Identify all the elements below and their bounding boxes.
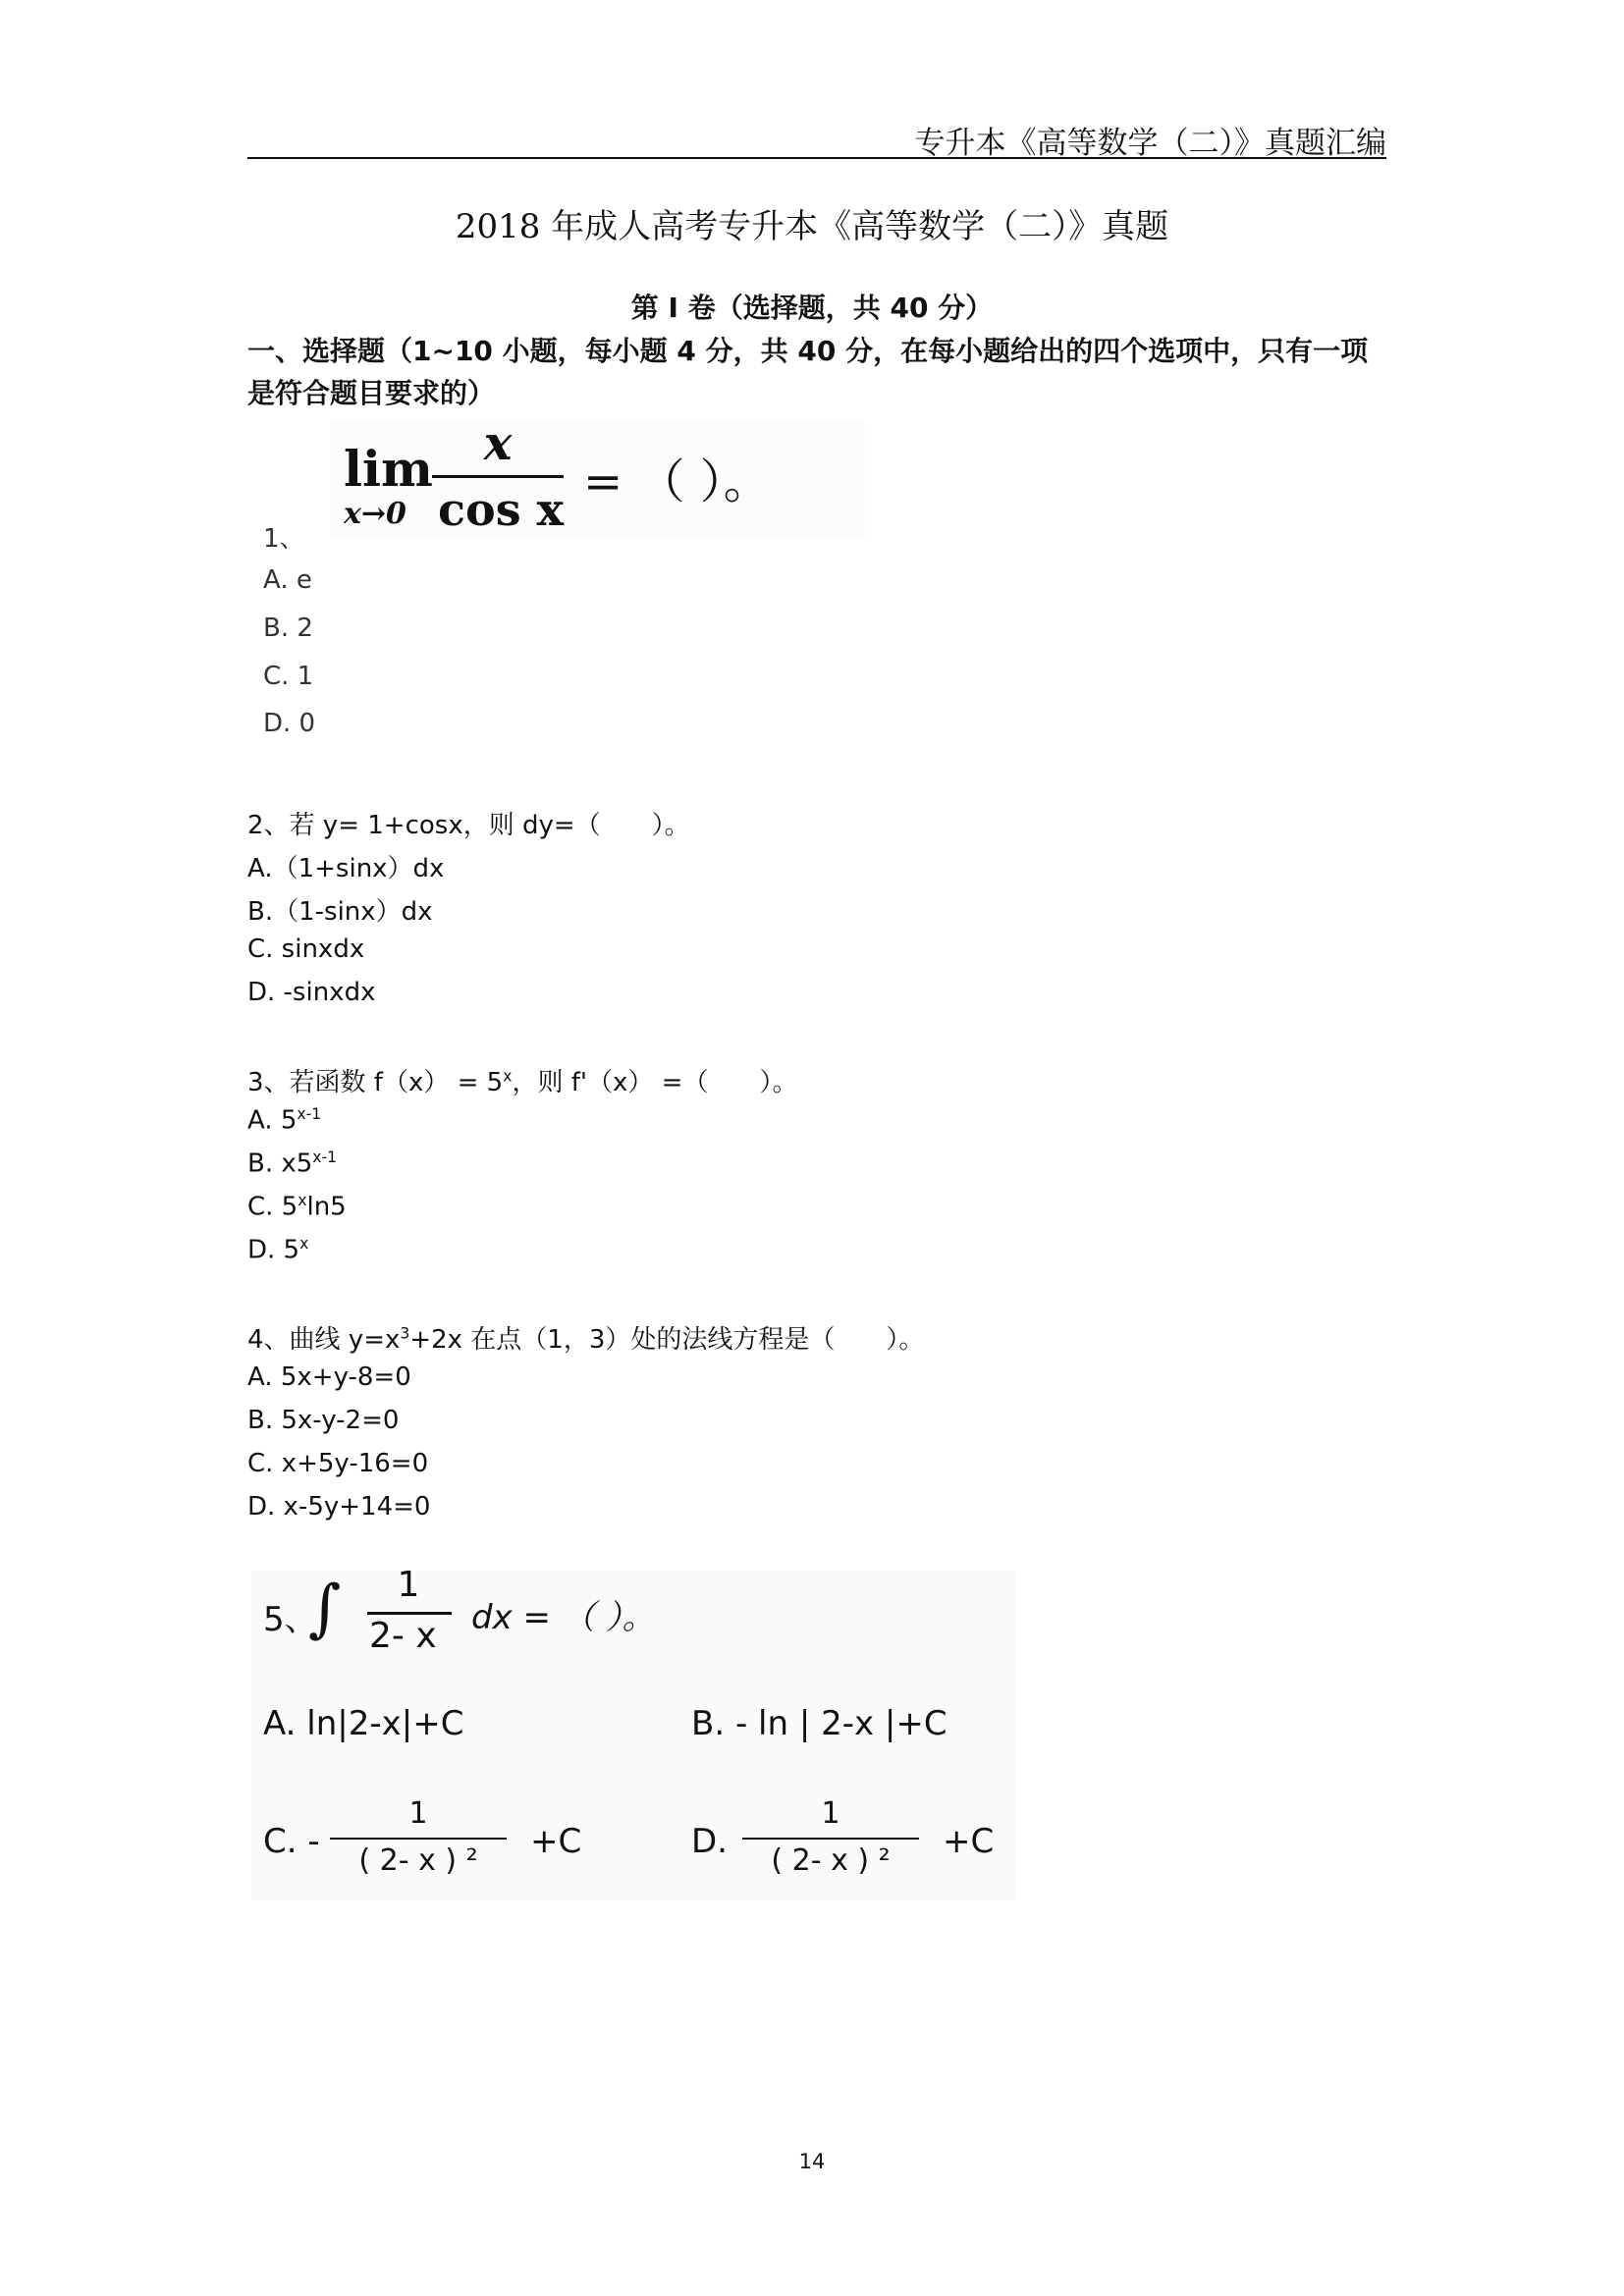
q2-option-d: D. -sinxdx [247,978,376,1007]
q1-option-c: C. 1 [263,662,314,691]
q5-frac-num: 1 [397,1565,420,1605]
q3-stem-b: ，则 f'（x） =（ ）。 [512,1068,798,1097]
q5-option-a: A. ln|2-x|+C [263,1704,464,1743]
q3-d-base: D. 5 [247,1235,300,1265]
q3-stem-sup: x [503,1067,513,1086]
q5-integral-sign: ∫ [308,1573,342,1645]
q2-option-b: B.（1-sinx）dx [247,897,433,927]
q3-option-a [247,1105,321,1136]
q2-option-a: A.（1+sinx）dx [247,854,445,883]
running-header: 专升本《高等数学（二）》真题汇编 [914,126,1386,161]
q3-stem-a: 3、若函数 f（x） = 5 [247,1068,504,1097]
q3-b-sup: x-1 [312,1148,338,1166]
header-rule [247,157,1386,159]
q5-option-c-den: ( 2- x ) ² [358,1843,478,1878]
q3-option-d [247,1235,308,1265]
page-number: 14 [798,2150,826,2173]
q1-lim-sub: x→0 [344,497,406,531]
q4-option-b: B. 5x-y-2=0 [247,1406,400,1435]
q5-option-c-prefix: C. - [263,1822,320,1861]
q3-c-base: C. 5 [247,1192,298,1222]
section-description: 一、选择题（1~10 小题，每小题 4 分，共 40 分，在每小题给出的四个选项中，只有一项是符合题目要求的） [247,335,1369,409]
section-title: 第 I 卷（选择题，共 40 分） [630,292,994,324]
q1-tail: = （ ）。 [583,454,771,509]
q5-frac-bar [367,1612,452,1615]
q1-lim: lim [344,440,433,498]
q5-option-d-bar [742,1838,919,1840]
q5-option-c-bar [330,1838,507,1840]
q3-c-sup: x [298,1192,307,1209]
q5-frac-den: 2- x [369,1616,437,1656]
q5-option-d-prefix: D. [691,1822,728,1861]
q1-denominator: cos x [438,483,565,536]
q4-stem-sup: 3 [400,1324,410,1343]
q1-number: 1、 [263,524,305,554]
q5-option-d-num: 1 [821,1796,840,1831]
q4-stem-b: +2x 在点（1，3）处的法线方程是（ ）。 [409,1325,925,1355]
page-title: 2018 年成人高考专升本《高等数学（二）》真题 [455,207,1169,246]
q3-stem [247,1062,797,1098]
q4-option-a: A. 5x+y-8=0 [247,1362,411,1392]
q1-option-d: D. 0 [263,709,316,738]
q3-a-sup: x-1 [297,1105,322,1123]
q3-a-base: A. 5 [247,1105,298,1136]
q3-c-tail: ln5 [306,1192,347,1222]
q3-d-sup: x [299,1235,309,1253]
q1-option-b: B. 2 [263,614,313,643]
q1-formula-image [330,416,865,538]
q1-option-a: A. e [263,565,312,595]
q4-option-c: C. x+5y-16=0 [247,1449,429,1478]
q5-tail: dx = （ ）。 [471,1598,656,1637]
q5-option-d-den: ( 2- x ) ² [771,1843,891,1878]
q1-fraction-bar [432,475,564,478]
q4-stem-a: 4、曲线 y=x [247,1325,401,1355]
q5-option-c-num: 1 [408,1796,428,1831]
q4-option-d: D. x-5y+14=0 [247,1492,431,1522]
q5-question-image [251,1565,1015,1900]
q3-b-base: B. x5 [247,1148,313,1179]
q5-option-b: B. - ln | 2-x |+C [691,1704,947,1743]
q2-stem: 2、若 y= 1+cosx，则 dy=（ ）。 [247,811,690,840]
q5-option-c-plus: +C [530,1822,582,1861]
q3-option-b [247,1148,337,1179]
q4-stem [247,1319,924,1356]
q5-number: 5、 [263,1600,318,1639]
q5-option-d-plus: +C [943,1822,995,1861]
q3-option-c [247,1192,347,1222]
q2-option-c: C. sinxdx [247,934,365,964]
q1-numerator: x [483,416,513,471]
